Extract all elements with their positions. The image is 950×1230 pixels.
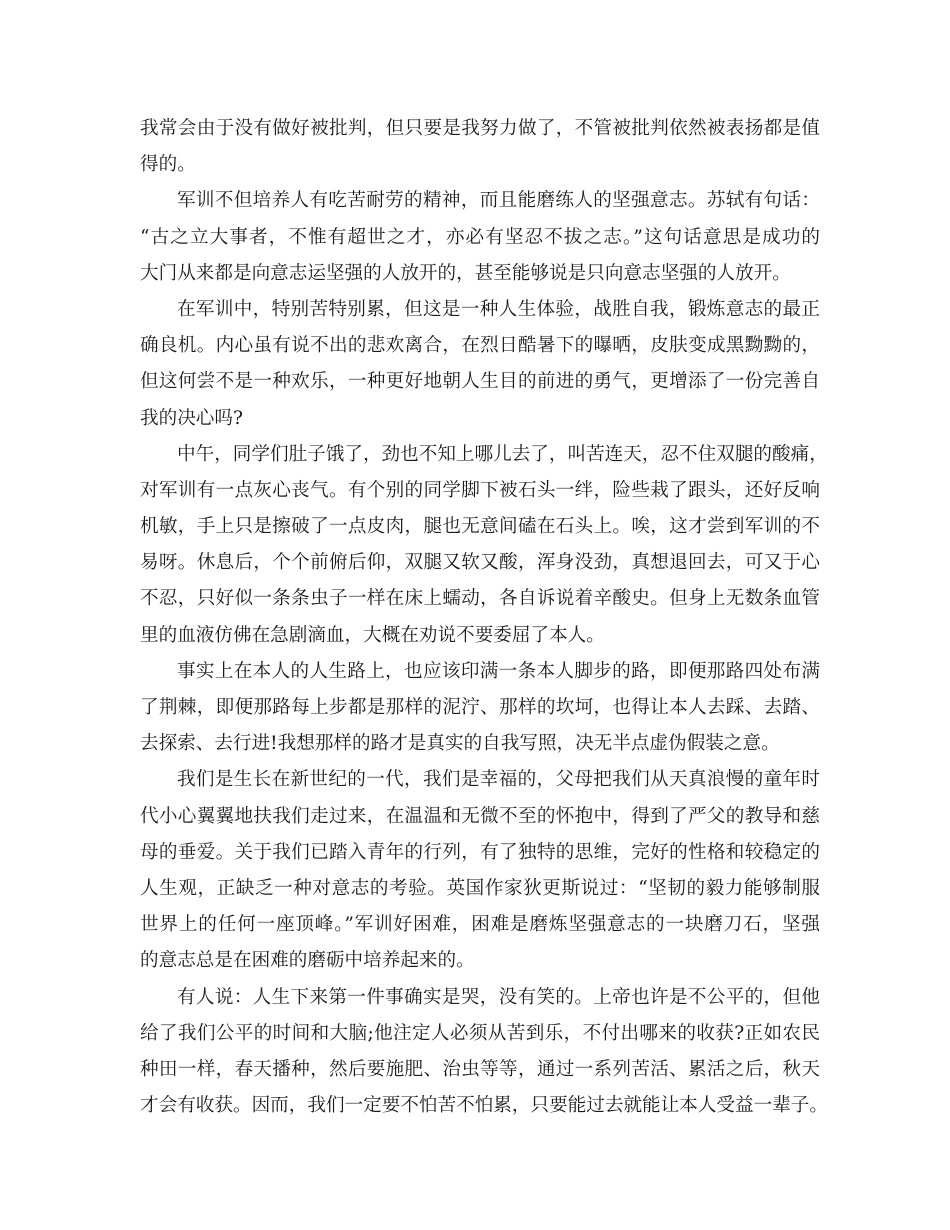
text-line: 确良机。内心虽有说不出的悲欢离合，在烈日酷暑下的曝晒，皮肤变成黑黝黝的，: [140, 335, 820, 357]
text-line: 军训不但培养人有吃苦耐劳的精神，而且能磨练人的坚强意志。苏轼有句话：: [177, 190, 820, 212]
paragraph: [140, 762, 820, 979]
text-line: 的意志总是在困难的磨砺中培养起来的。: [140, 950, 475, 972]
paragraph: [140, 111, 820, 183]
paragraph: [140, 654, 820, 763]
text-line: 对军训有一点灰心丧气。有个别的同学脚下被石头一绊，险些栽了跟头，还好反响: [140, 479, 820, 501]
text-line: 了荆棘，即便那路每上步都是那样的泥泞、那样的坎坷，也得让本人去踩、去踏、: [140, 697, 820, 718]
text-line: 有人说：人生下来第一件事确实是哭，没有笑的。上帝也许是不公平的，但他: [177, 986, 820, 1008]
text-line: 但这何尝不是一种欢乐，一种更好地朝人生目的前进的勇气，更增添了一份完善自: [140, 371, 820, 393]
text-line: 我的决心吗?: [140, 407, 243, 429]
text-line: 事实上在本人的人生路上，也应该印满一条本人脚步的路，即便那路四处布满: [177, 660, 820, 682]
paragraph: [140, 437, 828, 654]
text-line: “古之立大事者，不惟有超世之才，亦必有坚忍不拔之志。”这句话意思是成功的: [140, 226, 820, 248]
text-line: 人生观，正缺乏一种对意志的考验。英国作家狄更斯说过：“坚韧的毅力能够制服: [140, 877, 820, 899]
text-line: 不忍，只好似一条条虫子一样在床上蠕动，各自诉说着辛酸史。但身上无数条血管: [140, 588, 820, 610]
text-line: 才会有收获。因而，我们一定要不怕苦不怕累，只要能过去就能让本人受益一辈子。: [140, 1095, 828, 1117]
document-body: [140, 111, 828, 1124]
text-line: 在军训中，特别苦特别累，但这是一种人生体验，战胜自我，锻炼意志的最正: [177, 298, 820, 320]
text-line: 易呀。休息后，个个前俯后仰，双腿又软又酸，浑身没劲，真想退回去，可又于心: [140, 552, 820, 574]
text-line: 我常会由于没有做好被批判，但只要是我努力做了，不管被批判依然被表扬都是值: [140, 118, 820, 139]
text-line: 大门从来都是向意志运坚强的人放开的，甚至能够说是只向意志坚强的人放开。: [140, 262, 791, 284]
paragraph: [140, 980, 828, 1125]
paragraph: [140, 292, 820, 437]
text-line: 去探索、去行进!我想那样的路才是真实的自我写照，决无半点虚伪假装之意。: [140, 733, 780, 755]
text-line: 机敏，手上只是擦破了一点皮肉，腿也无意间磕在石头上。唉，这才尝到军训的不: [140, 516, 820, 538]
text-line: 种田一样，春天播种，然后要施肥、治虫等等，通过一系列苦活、累活之后，秋天: [140, 1058, 820, 1080]
text-line: 世界上的任何一座顶峰。”军训好困难，困难是磨炼坚强意志的一块磨刀石，坚强: [140, 914, 820, 936]
paragraph: [140, 183, 820, 292]
text-line: 给了我们公平的时间和大脑;他注定人必须从苦到乐，不付出哪来的收获?正如农民: [140, 1022, 820, 1044]
text-line: 母的垂爱。关于我们已踏入青年的行列，有了独特的思维，完好的性格和较稳定的: [140, 841, 820, 863]
text-line: 得的。: [140, 154, 196, 176]
text-line: 代小心翼翼地扶我们走过来，在温温和无微不至的怀抱中，得到了严父的教导和慈: [140, 805, 820, 827]
text-line: 里的血液仿佛在急剧滴血，大概在劝说不要委屈了本人。: [140, 624, 605, 646]
text-line: 我们是生长在新世纪的一代，我们是幸福的，父母把我们从天真浪慢的童年时: [177, 769, 820, 791]
text-line: 中午，同学们肚子饿了，劲也不知上哪儿去了，叫苦连天，忍不住双腿的酸痛，: [177, 443, 828, 465]
